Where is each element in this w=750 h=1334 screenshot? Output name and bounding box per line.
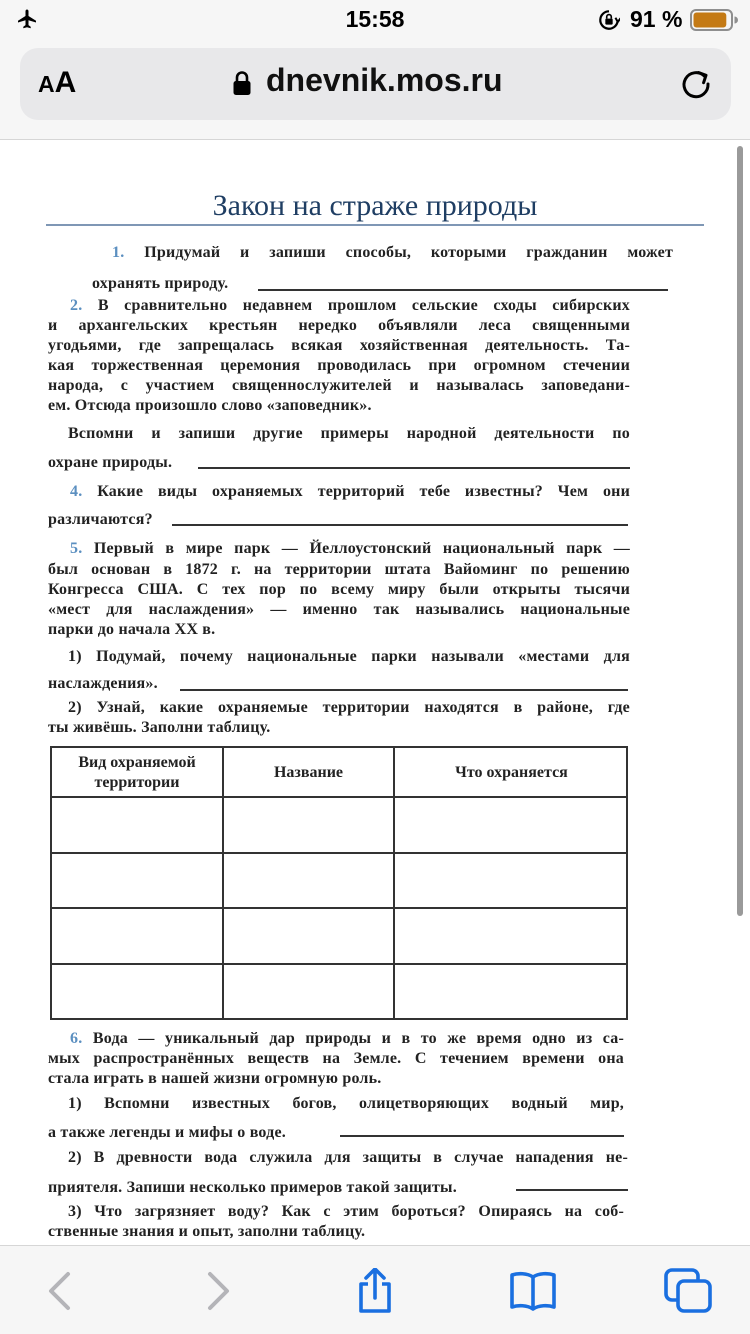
table-row-divider: [52, 852, 626, 854]
table-row-divider: [52, 963, 626, 965]
q6-line-3: стала играть в нашей жизни огромную роль.: [48, 1070, 382, 1087]
q2-line-5: народа, с участием священнослужителей и называлась заповедани-: [48, 377, 630, 394]
q6-sub3-line-1: 3) Что загрязняет воду? Как с этим бороться? Опираясь на соб-: [68, 1203, 624, 1220]
status-bar: [0, 0, 750, 40]
q1-line-2: охранять природу.: [92, 275, 229, 292]
domain-text[interactable]: dnevnik.mos.ru: [266, 62, 503, 98]
bookmarks-icon[interactable]: [508, 1268, 558, 1314]
battery-percent: 91 %: [630, 6, 683, 32]
q6-number: 6.: [70, 1030, 83, 1047]
q5-sub1-line-2: наслаждения».: [48, 675, 158, 692]
q5-number: 5.: [70, 540, 83, 557]
address-bar[interactable]: [20, 48, 731, 120]
protected-areas-table: [50, 746, 628, 1020]
q6-line-2: мых распространённых веществ на Земле. С течением времени она: [48, 1050, 624, 1067]
table-row-divider: [52, 907, 626, 909]
q4-number: 4.: [70, 483, 83, 500]
text-size-button[interactable]: AA: [38, 66, 77, 99]
q5-line-2: был основан в 1872 г. на территории штата Вайоминг по решению: [48, 561, 630, 578]
battery-icon: [690, 9, 738, 31]
q5-answer-line[interactable]: [180, 689, 628, 691]
q5-sub1-line-1: 1) Подумай, почему национальные парки называли «местами для: [68, 648, 630, 665]
page-title: Закон на страже природы: [212, 189, 538, 222]
table-col-divider: [393, 748, 395, 1018]
q6-sub1-line-1: 1) Вспомни известных богов, олицетворяющих водный мир,: [68, 1095, 624, 1112]
q2-task-line-1: Вспомни и запиши другие примеры народной деятельности по: [68, 425, 630, 442]
q4-line-1: 4. Какие виды охраняемых территорий тебе известны? Чем они: [70, 483, 630, 500]
table-header-protected: Что охраняется: [455, 764, 568, 781]
q5-line-5: парки до начала XX в.: [48, 621, 216, 638]
forward-icon[interactable]: [192, 1268, 242, 1314]
q2-line-2: и архангельских крестьян нередко объявляли леса священными: [48, 317, 630, 334]
q6-sub3-line-2: ственные знания и опыт, заполни таблицу.: [48, 1223, 366, 1240]
table-header-type: Вид охраняемой территории: [78, 754, 196, 791]
q2-line-1: 2. В сравнительно недавнем прошлом сельские сходы сибирских: [70, 297, 631, 314]
orientation-lock-icon: [598, 9, 620, 31]
q5-line-1: 5. Первый в мире парк — Йеллоустонский национальный парк —: [70, 540, 631, 557]
table-row-divider: [52, 796, 626, 798]
q6-line-1: 6. Вода — уникальный дар природы и в то же время одно из са-: [70, 1030, 624, 1047]
q2-line-3: угодьями, где запрещалась всякая хозяйственная деятельность. Та-: [48, 337, 630, 354]
q2-line-6: ем. Отсюда произошло слово «заповедник».: [48, 397, 372, 414]
q1-line-1: 1. Придумай и запиши способы, которыми гражданин может: [112, 244, 674, 261]
browser-top-bar: [0, 40, 750, 140]
q5-line-3: Конгресса США. С тех пор по всему миру были открыты тысячи: [48, 581, 630, 598]
q5-sub2-line-2: ты живёшь. Заполни таблицу.: [48, 719, 271, 736]
q5-sub2-line-1: 2) Узнай, какие охраняемые территории находятся в районе, где: [68, 699, 630, 716]
q6-sub2-line-2: приятеля. Запиши несколько примеров такой защиты.: [48, 1179, 457, 1196]
tabs-icon[interactable]: [664, 1268, 714, 1314]
q4-answer-line[interactable]: [172, 524, 628, 526]
q1-number: 1.: [112, 244, 125, 261]
q2-number: 2.: [70, 297, 83, 314]
share-icon[interactable]: [350, 1268, 400, 1314]
q4-line-2: различаются?: [48, 511, 153, 528]
worksheet-page: [0, 141, 750, 1245]
q1-answer-line[interactable]: [258, 289, 668, 291]
q6-sub1-answer-line[interactable]: [340, 1135, 624, 1137]
table-col-divider: [222, 748, 224, 1018]
title-underline: [46, 224, 704, 226]
lock-icon: [232, 70, 252, 96]
q6-sub1-line-2: а также легенды и мифы о воде.: [48, 1124, 286, 1141]
reload-icon[interactable]: [678, 66, 714, 102]
browser-bottom-toolbar: [0, 1245, 750, 1334]
q5-line-4: «мест для наслаждения» — именно так назывались национальные: [48, 601, 630, 618]
q6-sub2-line-1: 2) В древности вода служила для защиты в случае нападения не-: [68, 1149, 628, 1166]
q2-line-4: кая торжественная церемония проводилась при огромном стечении: [48, 357, 630, 374]
page-scrollbar[interactable]: [737, 146, 743, 916]
q2-task-line-2: охране природы.: [48, 454, 173, 471]
q2-answer-line[interactable]: [198, 467, 630, 469]
table-header-name: Название: [273, 764, 344, 781]
back-icon[interactable]: [36, 1268, 86, 1314]
q6-sub2-answer-line[interactable]: [516, 1189, 628, 1191]
status-time: 15:58: [345, 6, 405, 32]
